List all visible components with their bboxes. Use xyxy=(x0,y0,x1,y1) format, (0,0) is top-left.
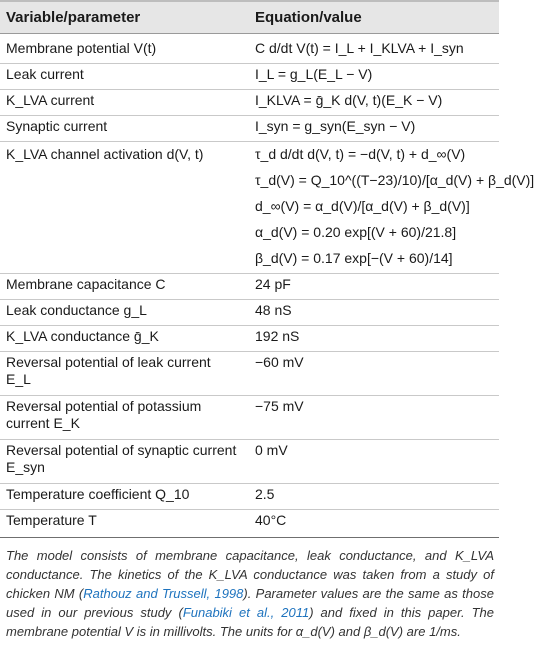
table-row xyxy=(0,146,499,170)
header-variable: Variable/parameter xyxy=(6,9,141,26)
param-cell: Synaptic current xyxy=(6,118,108,134)
value-cell: C d/dt V(t) = I_L + I_KLVA + I_syn xyxy=(255,40,464,56)
param-cell: K_LVA conductance ḡ_K xyxy=(6,328,159,344)
table-row xyxy=(0,198,499,222)
value-cell: 40°C xyxy=(255,512,287,528)
value-cell: τ_d(V) = Q_10^((T−23)/10)/[α_d(V) + β_d(V)] xyxy=(255,172,534,188)
param-cell: K_LVA channel activation d(V, t) xyxy=(6,146,204,162)
table-row xyxy=(0,118,499,142)
value-cell: 0 mV xyxy=(255,442,288,458)
value-cell: 48 nS xyxy=(255,302,292,318)
value-cell: β_d(V) = 0.17 exp[−(V + 60)/14] xyxy=(255,250,453,266)
table-row xyxy=(0,92,499,116)
value-cell: 2.5 xyxy=(255,486,275,502)
footnote-text-3: ) and fixed in this paper. The membrane potential V is in millivolts. The units for α_d(V) and β_d(V) are 1/ms. xyxy=(6,605,494,639)
value-cell: d_∞(V) = α_d(V)/[α_d(V) + β_d(V)] xyxy=(255,198,470,214)
table-row xyxy=(0,276,499,300)
value-cell: I_KLVA = ḡ_K d(V, t)(E_K − V) xyxy=(255,92,443,108)
param-cell: Reversal potential of potassium current E_K xyxy=(6,398,202,431)
param-cell: K_LVA current xyxy=(6,92,95,108)
table-row xyxy=(0,328,499,352)
table-row xyxy=(0,66,499,90)
table-row xyxy=(0,224,499,248)
param-cell: Leak conductance g_L xyxy=(6,302,147,318)
table-row xyxy=(0,354,499,394)
footnote-text-2: ). Parameter values are the same as those used in our previous study ( xyxy=(6,586,494,620)
citation-link-rathouz[interactable]: Rathouz and Trussell, 1998 xyxy=(83,586,244,601)
value-cell: 192 nS xyxy=(255,328,300,344)
value-cell: I_syn = g_syn(E_syn − V) xyxy=(255,118,416,134)
table-row xyxy=(0,512,499,536)
param-cell: Leak current xyxy=(6,66,84,82)
param-cell: Reversal potential of synaptic current E_syn xyxy=(6,442,237,475)
table-header xyxy=(0,0,499,34)
value-cell: −60 mV xyxy=(255,354,304,370)
value-cell: α_d(V) = 0.20 exp[(V + 60)/21.8] xyxy=(255,224,457,240)
table-row xyxy=(0,486,499,510)
table-row xyxy=(0,172,534,196)
header-equation: Equation/value xyxy=(255,9,362,26)
table-row xyxy=(0,302,499,326)
value-cell: 24 pF xyxy=(255,276,291,292)
param-cell: Membrane capacitance C xyxy=(6,276,166,292)
citation-link-funabiki[interactable]: Funabiki et al., 2011 xyxy=(182,605,310,620)
table-row xyxy=(0,442,499,482)
table-row xyxy=(0,40,499,64)
table-row xyxy=(0,398,499,438)
table-row xyxy=(0,250,499,274)
footnote-text-1: The model consists of membrane capacitance, leak conductance, and K_LVA conductance. The kinetics of the K_LVA conductance was taken from a study of chicken NM ( xyxy=(6,548,494,601)
param-cell: Temperature coefficient Q_10 xyxy=(6,486,190,502)
value-cell: I_L = g_L(E_L − V) xyxy=(255,66,373,82)
value-cell: τ_d d/dt d(V, t) = −d(V, t) + d_∞(V) xyxy=(255,146,466,162)
param-cell: Temperature T xyxy=(6,512,97,528)
table-footnote xyxy=(6,546,494,641)
value-cell: −75 mV xyxy=(255,398,304,414)
param-cell: Membrane potential V(t) xyxy=(6,40,157,56)
param-cell: Reversal potential of leak current E_L xyxy=(6,354,211,387)
